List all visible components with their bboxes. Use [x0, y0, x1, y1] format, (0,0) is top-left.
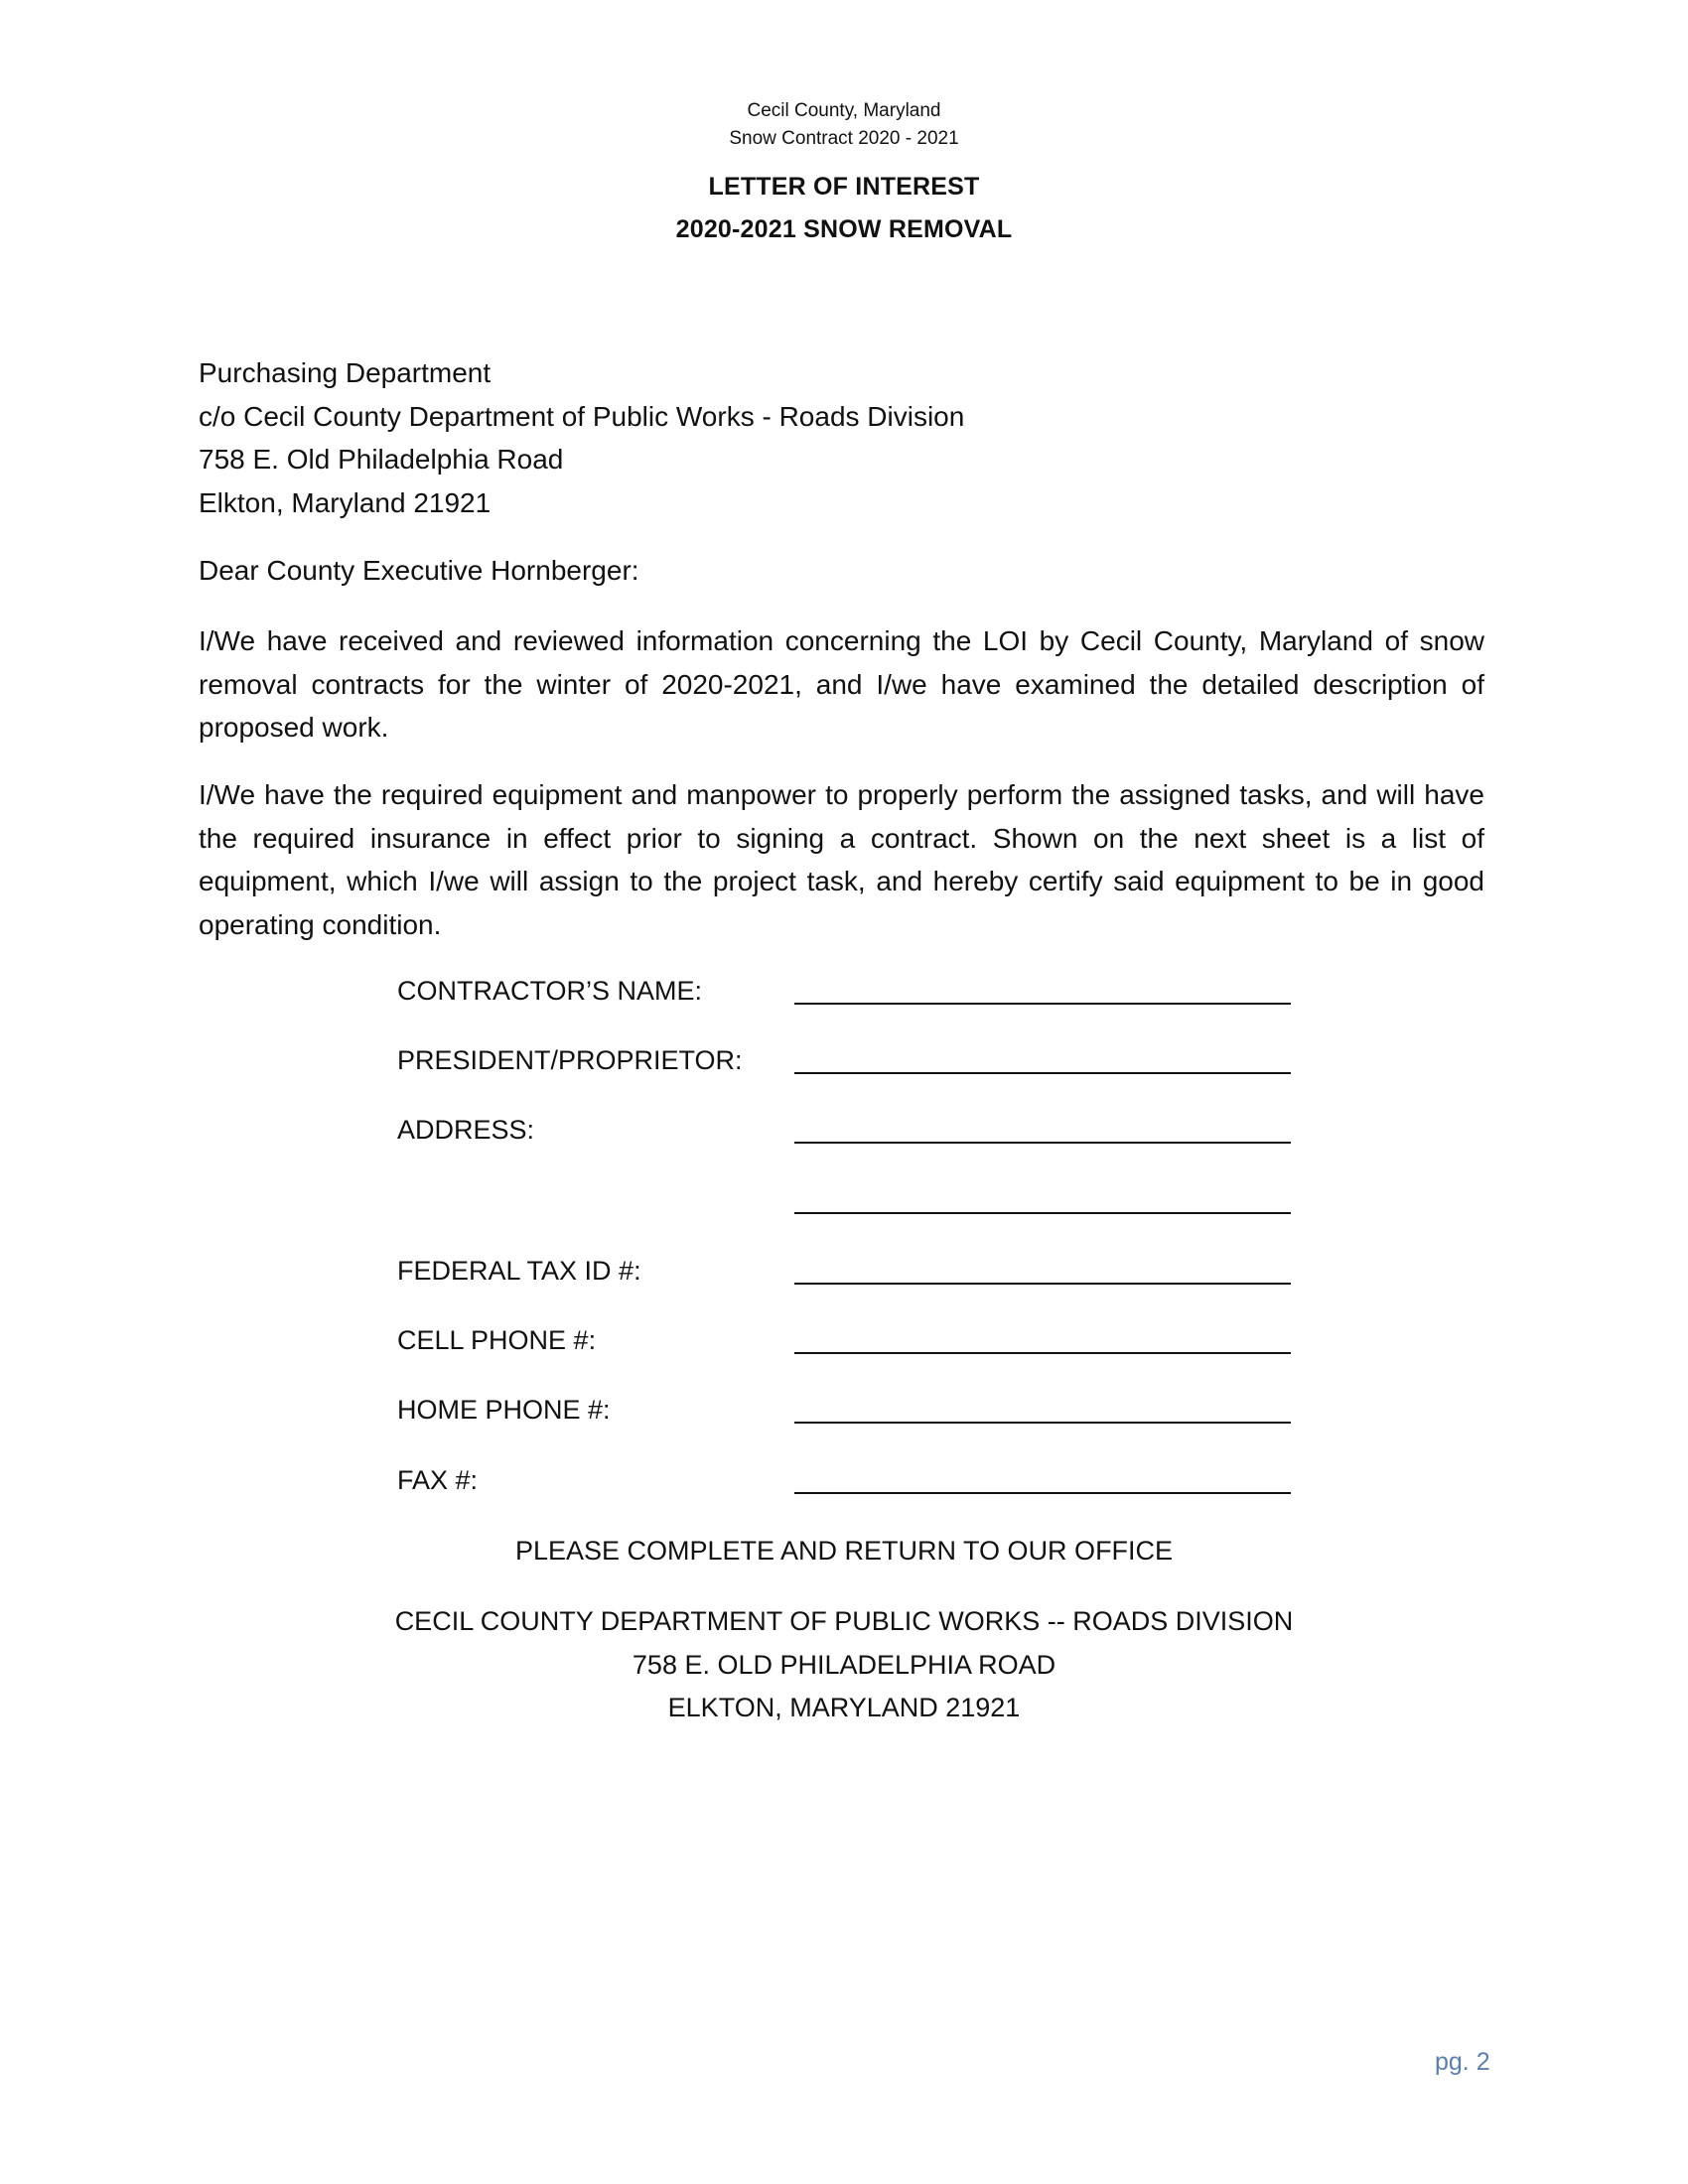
return-address-line: ELKTON, MARYLAND 21921 — [667, 1693, 1021, 1722]
contractor-name-field[interactable] — [794, 1003, 1291, 1005]
fax-field[interactable] — [794, 1492, 1291, 1494]
contractor-form — [397, 0, 1291, 2184]
return-address-line: CECIL COUNTY DEPARTMENT OF PUBLIC WORKS -- ROADS DIVISION — [394, 1606, 1294, 1636]
home-phone-label: HOME PHONE #: — [397, 1395, 611, 1425]
cell-phone-label: CELL PHONE #: — [397, 1325, 597, 1355]
return-instruction: PLEASE COMPLETE AND RETURN TO OUR OFFICE — [514, 1536, 1174, 1566]
home-phone-field[interactable] — [794, 1422, 1291, 1424]
document-title: LETTER OF INTEREST — [708, 173, 980, 201]
federal-tax-id-label: FEDERAL TAX ID #: — [397, 1256, 641, 1286]
address-field-line-1[interactable] — [794, 1142, 1291, 1144]
salutation: Dear County Executive Hornberger: — [199, 555, 639, 586]
federal-tax-id-field[interactable] — [794, 1283, 1291, 1285]
president-label: PRESIDENT/PROPRIETOR: — [397, 1045, 743, 1075]
cell-phone-field[interactable] — [794, 1352, 1291, 1354]
document-subtitle: 2020-2021 SNOW REMOVAL — [675, 215, 1013, 243]
paragraph-received: I/We have received and reviewed information concerning the LOI by Cecil County, Maryland of snow removal contracts for the winter of 2020-2021, and I/we have examined the detailed description of proposed work. — [199, 625, 1484, 743]
paragraph-equipment: I/We have the required equipment and manpower to properly perform the assigned tasks, and will have the required insurance in effect prior to signing a contract. Shown on the next sheet is a list of equipment, which I/we will assign to the project task, and hereby certify said equipment to be in good operating condition. — [199, 779, 1484, 940]
president-field[interactable] — [794, 1072, 1291, 1074]
return-address-line: 758 E. OLD PHILADELPHIA ROAD — [632, 1649, 1056, 1680]
header-county: Cecil County, Maryland — [747, 100, 941, 121]
address-field-line-2[interactable] — [794, 1212, 1291, 1214]
return-address — [0, 1600, 1688, 1730]
page-number: pg. 2 — [1435, 2048, 1490, 2076]
recipient-line: c/o Cecil County Department of Public Works - Roads Division — [199, 400, 965, 432]
address-label: ADDRESS: — [397, 1115, 535, 1145]
recipient-line: 758 E. Old Philadelphia Road — [199, 444, 564, 475]
fax-label: FAX #: — [397, 1465, 479, 1495]
recipient-line: Elkton, Maryland 21921 — [199, 486, 492, 518]
header-contract: Snow Contract 2020 - 2021 — [729, 128, 959, 149]
contractor-name-label: CONTRACTOR’S NAME: — [397, 976, 703, 1006]
recipient-line: Purchasing Department — [199, 357, 492, 388]
